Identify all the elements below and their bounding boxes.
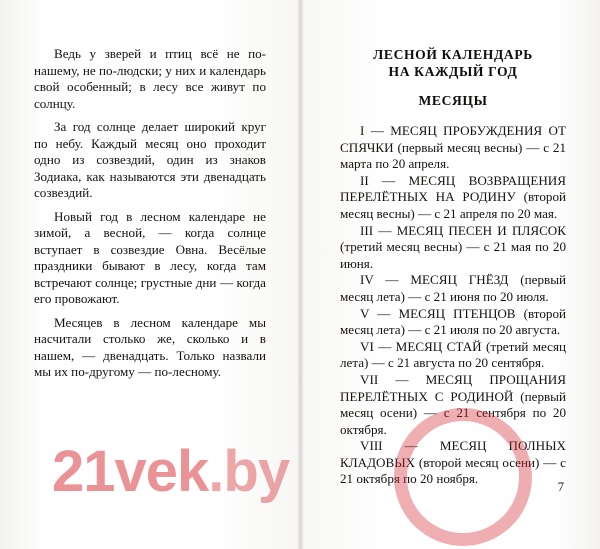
book-title-line-2: НА КАЖДЫЙ ГОД — [388, 64, 518, 79]
calendar-entry: III — МЕСЯЦ ПЕСЕН И ПЛЯСОК (третий месяц весны) — с 21 мая по 20 июня. — [340, 222, 566, 271]
calendar-entry: VIII — МЕСЯЦ ПОЛНЫХ КЛАДОВЫХ (второй месяц осени) — с 21 октября по 20 ноября. — [340, 438, 566, 487]
calendar-entry: IV — МЕСЯЦ ГНЁЗД (первый месяц лета) — с 21 июня по 20 июля. — [340, 272, 566, 304]
calendar-entry: VII — МЕСЯЦ ПРОЩАНИЯ ПЕРЕЛЁТНЫХ С РОДИНОЙ (первый месяц осени) — с 21 сентября по 20 октября. — [340, 371, 566, 437]
calendar-entry: II — МЕСЯЦ ВОЗВРАЩЕНИЯ ПЕРЕЛЁТНЫХ НА РОДИНУ (второй месяц весны) — с 21 апреля по 20 мая. — [340, 172, 566, 221]
paragraph: Ведь у зверей и птиц всё не по-нашему, не по-людски; у них и календарь свой особенный; в лесу все живут по солнцу. — [34, 46, 266, 111]
right-page — [300, 0, 600, 549]
calendar-entry: V — МЕСЯЦ ПТЕНЦОВ (второй месяц лета) — с 21 июля по 20 августа. — [340, 305, 566, 338]
section-title: МЕСЯЦЫ — [418, 93, 488, 108]
watermark-text-domain: .by — [208, 439, 290, 504]
paragraph: За год солнце делает широкий круг по небу. Каждый месяц оно проходит одно из созвездий, один из знаков Зодиака, как называются эти двенадцать созвездий. — [34, 119, 266, 200]
book-title-line-1: ЛЕСНОЙ КАЛЕНДАРЬ — [373, 47, 533, 62]
paragraph: Месяцев в лесном календаре мы насчитали столько же, сколько и в нашем, — двенадцать. Только назвали мы их по-другому — по-лесному. — [34, 314, 266, 379]
calendar-entry: VI — МЕСЯЦ СТАЙ (третий месяц лета) — с 21 августа по 20 сентября. — [340, 338, 566, 371]
calendar-entry: I — МЕСЯЦ ПРОБУЖДЕНИЯ ОТ СПЯЧКИ (первый месяц весны) — с 21 марта по 20 апреля. — [340, 123, 566, 172]
page-title — [340, 46, 566, 109]
watermark-text-main: 21vek — [52, 439, 209, 504]
page-number: 7 — [557, 480, 564, 494]
paragraph: Новый год в лесном календаре не зимой, а весной, — когда солнце вступает в созвездие Овна. Весёлые праздники бывают в лесу, когда там встречают солнце; грустные дни — когда его провожают. — [34, 208, 266, 306]
